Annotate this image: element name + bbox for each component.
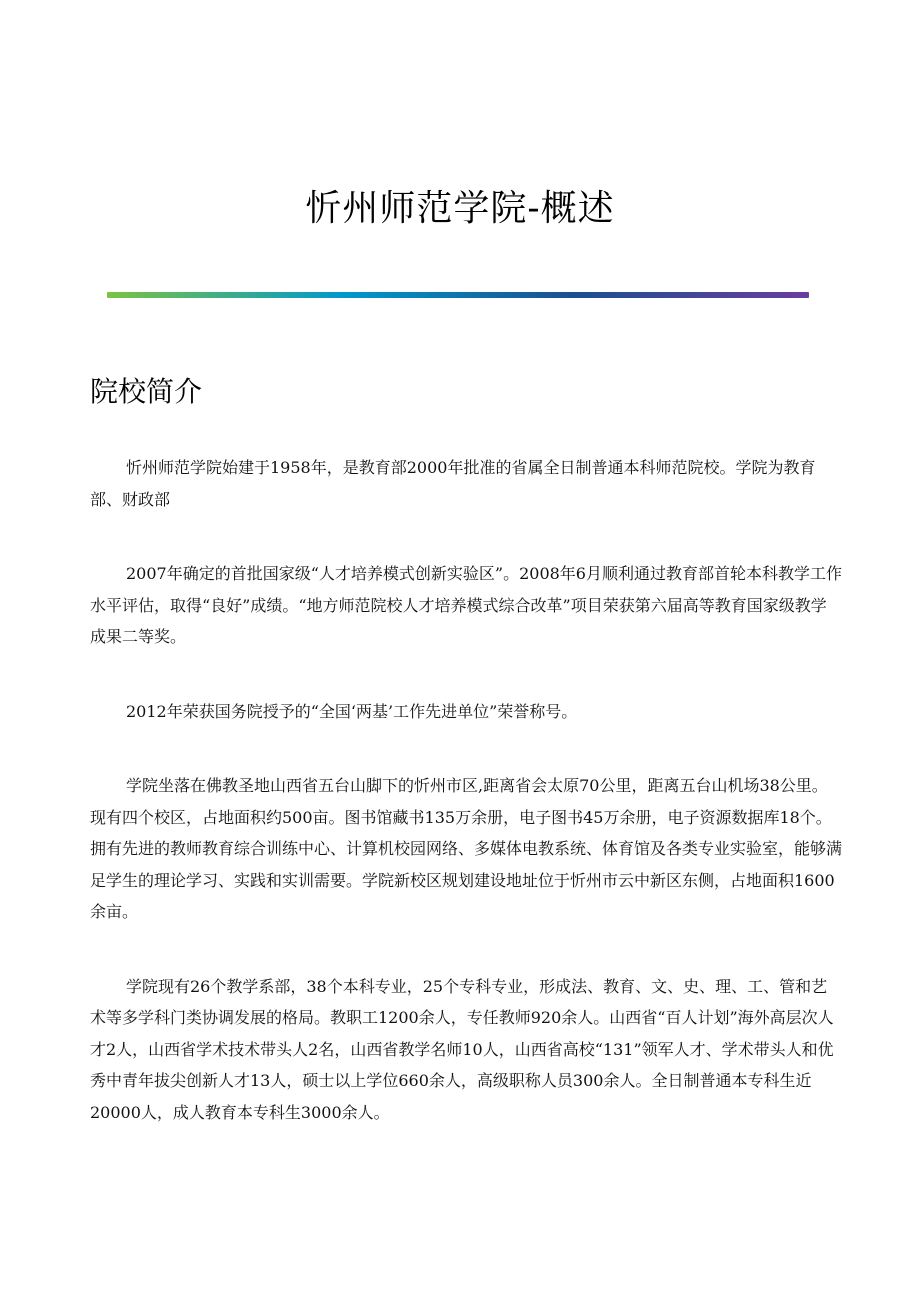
page-title: 忻州师范学院-概述 (305, 188, 615, 229)
paragraph-departments-staff: 学院现有26个教学系部，38个本科专业，25个专科专业，形成法、教育、文、史、理、工、管和艺术等多学科门类协调发展的格局。教职工1200余人，专任教师920余人。山西省“百人计划”海外高层次人才2人，山西省学术技术带头人2名，山西省教学名师10人，山西省高校“131”领军人才、学术带头人和优秀中青年拔尖创新人才13人，硕士以上学位660余人，高级职称人员300余人。全日制普通本专科生近20000人，成人教育本专科生3000余人。 (90, 976, 834, 1122)
paragraph-founding: 忻州师范学院始建于1958年，是教育部2000年批准的省属全日制普通本科师范院校。学院为教育部、财政部 (90, 458, 816, 509)
title-gradient-rule (107, 292, 809, 298)
body-text (90, 452, 842, 1171)
paragraph-location-campus: 学院坐落在佛教圣地山西省五台山脚下的忻州市区,距离省会太原70公里，距离五台山机场38公里。现有四个校区，占地面积约500亩。图书馆藏书135万余册，电子图书45万余册，电子资源数据库18个。拥有先进的教师教育综合训练中心、计算机校园网络、多媒体电教系统、体育馆及各类专业实验室，能够满足学生的理论学习、实践和实训需要。学院新校区规划建设地址位于忻州市云中新区东侧，占地面积1600余亩。 (90, 776, 843, 921)
section-heading: 院校简介 (90, 375, 203, 408)
paragraph-experimental-zone: 2007年确定的首批国家级“人才培养模式创新实验区”。2008年6月顺利通过教育部首轮本科教学工作水平评估，取得“良好”成绩。“地方师范院校人才培养模式综合改革”项目荣获第六届高等教育国家级教学成果二等奖。 (90, 564, 842, 646)
paragraph-honor: 2012年荣获国务院授予的“全国‘两基’工作先进单位”荣誉称号。 (126, 701, 578, 721)
